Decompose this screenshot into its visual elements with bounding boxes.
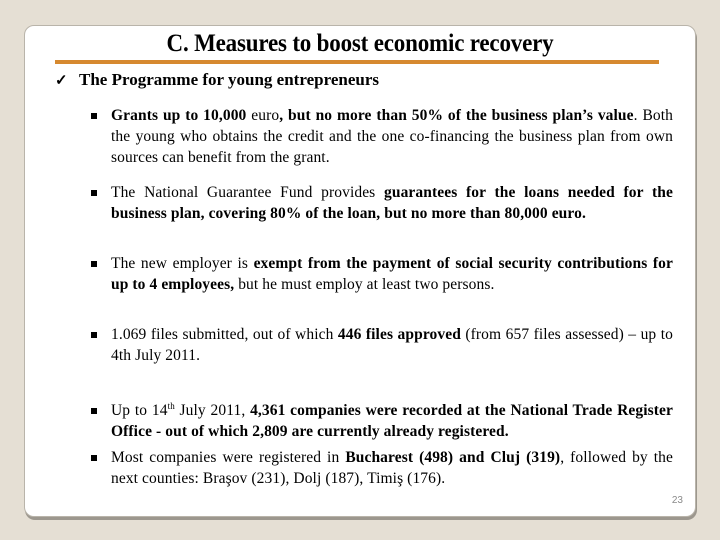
bullet-text: Grants up to 10,000 euro, but no more than 50% of the business plan’s value. Both the young who obtains the credit and the one co-financing the business plan from own sources can benefit from the grant.: [111, 107, 674, 166]
bullet-text: Most companies were registered in Bucharest (498) and Cluj (319), followed by the next counties: Braşov (231), Dolj (187), Timiş (176).: [111, 449, 673, 487]
title-underline: [55, 60, 659, 64]
square-bullet-icon: [91, 332, 97, 338]
square-bullet-icon: [91, 455, 97, 461]
subheading: [55, 70, 379, 90]
bullet-item-guarantee-fund: [91, 182, 673, 224]
bullet-text: Up to 14th July 2011, 4,361 companies were recorded at the National Trade Register Office - out of which 2,809 are currently already registered.: [111, 400, 673, 440]
square-bullet-icon: [91, 408, 97, 414]
bullet-item-counties: [91, 447, 673, 489]
bullet-item-exemption: [91, 253, 673, 295]
bullet-text: The National Guarantee Fund provides guarantees for the loans needed for the business plan, covering 80% of the loan, but no more than 80,000 euro.: [111, 184, 673, 222]
square-bullet-icon: [91, 190, 97, 196]
square-bullet-icon: [91, 113, 97, 119]
bullet-text: The new employer is exempt from the payment of social security contributions for up to 4 employees, but he must employ at least two persons.: [111, 255, 673, 293]
bullet-item-companies-recorded: [91, 400, 673, 442]
bullet-item-files: [91, 324, 673, 366]
slide-title: C. Measures to boost economic recovery: [166, 30, 554, 57]
page-number: 23: [671, 495, 683, 506]
subheading-text: The Programme for young entrepreneurs: [79, 70, 379, 89]
slide-card: [24, 25, 696, 517]
bullet-text: 1.069 files submitted, out of which 446 files approved (from 657 files assessed) – up to 4th July 2011.: [111, 326, 673, 364]
check-icon: ✓: [55, 73, 68, 89]
bullet-item-grants: [91, 105, 673, 168]
square-bullet-icon: [91, 261, 97, 267]
